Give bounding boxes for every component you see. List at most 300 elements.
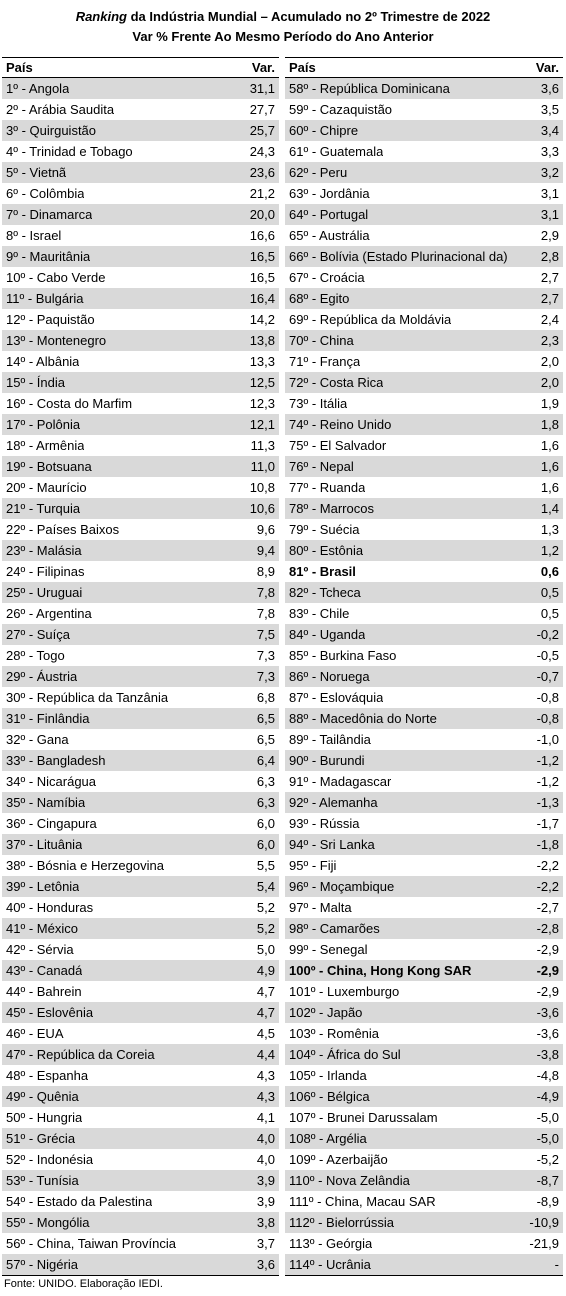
country-name: 13º - Montenegro bbox=[6, 333, 107, 348]
table-row bbox=[2, 477, 279, 498]
table-row bbox=[285, 204, 563, 225]
country-name: 97º - Malta bbox=[289, 900, 352, 915]
country-name: 95º - Fiji bbox=[289, 858, 337, 873]
table-row bbox=[2, 771, 279, 792]
country-name: 11º - Bulgária bbox=[6, 291, 84, 306]
table-row bbox=[2, 687, 279, 708]
variation-value: -8,7 bbox=[536, 1173, 559, 1188]
table-row bbox=[2, 1086, 279, 1107]
variation-value: 3,9 bbox=[256, 1194, 275, 1209]
variation-value: -0,8 bbox=[536, 711, 559, 726]
country-name: 27º - Suíça bbox=[6, 627, 71, 642]
country-name: 71º - França bbox=[289, 354, 361, 369]
table-row bbox=[285, 1212, 563, 1233]
table-row bbox=[285, 477, 563, 498]
country-name: 107º - Brunei Darussalam bbox=[289, 1110, 438, 1125]
table-row bbox=[285, 1107, 563, 1128]
table-row bbox=[285, 393, 563, 414]
country-name: 94º - Sri Lanka bbox=[289, 837, 375, 852]
table-header bbox=[2, 58, 279, 78]
variation-value: -5,0 bbox=[536, 1110, 559, 1125]
table-row bbox=[2, 750, 279, 771]
variation-value: 4,0 bbox=[256, 1131, 275, 1146]
country-name: 93º - Rússia bbox=[289, 816, 360, 831]
table-row bbox=[285, 729, 563, 750]
country-name: 42º - Sérvia bbox=[6, 942, 74, 957]
variation-value: 13,8 bbox=[249, 333, 275, 348]
variation-value: 2,7 bbox=[540, 270, 559, 285]
country-name: 99º - Senegal bbox=[289, 942, 368, 957]
table-row bbox=[285, 960, 563, 981]
table-row bbox=[285, 792, 563, 813]
table-row bbox=[285, 1023, 563, 1044]
variation-value: 3,8 bbox=[256, 1215, 275, 1230]
country-name: 16º - Costa do Marfim bbox=[6, 396, 133, 411]
table-row bbox=[285, 99, 563, 120]
title-prefix: Ranking bbox=[75, 9, 127, 24]
table-row bbox=[285, 456, 563, 477]
country-name: 96º - Moçambique bbox=[289, 879, 395, 894]
variation-value: 24,3 bbox=[249, 144, 275, 159]
table-row bbox=[2, 414, 279, 435]
table-row bbox=[285, 330, 563, 351]
variation-value: -2,9 bbox=[536, 984, 559, 999]
variation-value: 3,2 bbox=[540, 165, 559, 180]
country-name: 55º - Mongólia bbox=[6, 1215, 90, 1230]
variation-value: -4,8 bbox=[536, 1068, 559, 1083]
variation-value: 5,2 bbox=[256, 900, 275, 915]
variation-value: 31,1 bbox=[249, 81, 275, 96]
country-name: 85º - Burkina Faso bbox=[289, 648, 397, 663]
country-name: 23º - Malásia bbox=[6, 543, 82, 558]
variation-value: 7,5 bbox=[256, 627, 275, 642]
table-row bbox=[2, 1170, 279, 1191]
country-name: 54º - Estado da Palestina bbox=[6, 1194, 153, 1209]
variation-value: -0,5 bbox=[536, 648, 559, 663]
variation-value: 16,4 bbox=[249, 291, 275, 306]
variation-value: 12,1 bbox=[249, 417, 275, 432]
table-row bbox=[2, 792, 279, 813]
country-name: 39º - Letônia bbox=[6, 879, 80, 894]
country-name: 9º - Mauritânia bbox=[6, 249, 91, 264]
variation-value: 2,0 bbox=[540, 375, 559, 390]
variation-value: 11,3 bbox=[250, 438, 275, 453]
header-country: País bbox=[289, 60, 316, 75]
variation-value: 25,7 bbox=[249, 123, 275, 138]
country-name: 40º - Honduras bbox=[6, 900, 94, 915]
table-row bbox=[2, 351, 279, 372]
table-row bbox=[285, 288, 563, 309]
variation-value: 1,8 bbox=[540, 417, 559, 432]
variation-value: -2,2 bbox=[536, 879, 559, 894]
table-row bbox=[2, 162, 279, 183]
table-row bbox=[285, 1044, 563, 1065]
country-name: 25º - Uruguai bbox=[6, 585, 83, 600]
table-row bbox=[285, 435, 563, 456]
country-name: 17º - Polônia bbox=[6, 417, 81, 432]
table-row bbox=[285, 939, 563, 960]
variation-value: 0,5 bbox=[540, 585, 559, 600]
variation-value: 3,6 bbox=[256, 1257, 275, 1272]
table-row bbox=[2, 1128, 279, 1149]
country-name: 32º - Gana bbox=[6, 732, 69, 747]
country-name: 36º - Cingapura bbox=[6, 816, 97, 831]
table-row bbox=[2, 813, 279, 834]
table-rows bbox=[285, 78, 563, 1275]
table-row bbox=[285, 981, 563, 1002]
table-row bbox=[2, 141, 279, 162]
country-name: 92º - Alemanha bbox=[289, 795, 378, 810]
country-name: 18º - Armênia bbox=[6, 438, 85, 453]
variation-value: -21,9 bbox=[529, 1236, 559, 1251]
country-name: 59º - Cazaquistão bbox=[289, 102, 393, 117]
table-row bbox=[2, 1002, 279, 1023]
header-country: País bbox=[6, 60, 33, 75]
country-name: 10º - Cabo Verde bbox=[6, 270, 106, 285]
table-row bbox=[2, 1044, 279, 1065]
variation-value: 3,9 bbox=[256, 1173, 275, 1188]
variation-value: -1,3 bbox=[536, 795, 559, 810]
country-name: 79º - Suécia bbox=[289, 522, 360, 537]
country-name: 20º - Maurício bbox=[6, 480, 87, 495]
country-name: 4º - Trinidad e Tobago bbox=[6, 144, 133, 159]
variation-value: 5,2 bbox=[256, 921, 275, 936]
country-name: 45º - Eslovênia bbox=[6, 1005, 94, 1020]
variation-value: 1,6 bbox=[540, 480, 559, 495]
header-value: Var. bbox=[251, 60, 275, 75]
variation-value: 4,3 bbox=[256, 1089, 275, 1104]
table-row bbox=[2, 393, 279, 414]
ranking-table-left bbox=[2, 57, 279, 1276]
table-row bbox=[285, 162, 563, 183]
variation-value: 2,9 bbox=[540, 228, 559, 243]
variation-value: 0,5 bbox=[540, 606, 559, 621]
variation-value: -2,2 bbox=[536, 858, 559, 873]
variation-value: 4,3 bbox=[256, 1068, 275, 1083]
country-name: 44º - Bahrein bbox=[6, 984, 82, 999]
variation-value: 3,1 bbox=[540, 207, 559, 222]
variation-value: -1,7 bbox=[536, 816, 559, 831]
table-row bbox=[285, 246, 563, 267]
country-name: 65º - Austrália bbox=[289, 228, 370, 243]
table-row bbox=[285, 1170, 563, 1191]
variation-value: 5,5 bbox=[256, 858, 275, 873]
country-name: 82º - Tcheca bbox=[289, 585, 361, 600]
variation-value: -1,0 bbox=[536, 732, 559, 747]
country-name: 31º - Finlândia bbox=[6, 711, 90, 726]
variation-value: 3,7 bbox=[256, 1236, 275, 1251]
table-row bbox=[285, 645, 563, 666]
country-name: 49º - Quênia bbox=[6, 1089, 79, 1104]
table-row bbox=[285, 1128, 563, 1149]
table-row bbox=[285, 267, 563, 288]
country-name: 89º - Tailândia bbox=[289, 732, 371, 747]
country-name: 100º - China, Hong Kong SAR bbox=[289, 963, 472, 978]
variation-value: 6,5 bbox=[256, 711, 275, 726]
variation-value: 7,3 bbox=[256, 648, 275, 663]
table-row bbox=[2, 582, 279, 603]
table-row bbox=[285, 78, 563, 99]
country-name: 46º - EUA bbox=[6, 1026, 64, 1041]
country-name: 12º - Paquistão bbox=[6, 312, 95, 327]
variation-value: 4,0 bbox=[256, 1152, 275, 1167]
page-title bbox=[0, 7, 566, 27]
variation-value: 3,4 bbox=[540, 123, 559, 138]
variation-value: 12,3 bbox=[249, 396, 275, 411]
country-name: 98º - Camarões bbox=[289, 921, 380, 936]
variation-value: - bbox=[554, 1257, 559, 1272]
table-row bbox=[2, 960, 279, 981]
table-row bbox=[285, 414, 563, 435]
variation-value: 9,4 bbox=[256, 543, 275, 558]
country-name: 50º - Hungria bbox=[6, 1110, 83, 1125]
ranking-table-right bbox=[285, 57, 563, 1276]
table-row bbox=[2, 498, 279, 519]
table-row bbox=[2, 1107, 279, 1128]
variation-value: 7,3 bbox=[256, 669, 275, 684]
header-value: Var. bbox=[535, 60, 559, 75]
table-row bbox=[285, 603, 563, 624]
variation-value: 0,6 bbox=[540, 564, 559, 579]
table-row bbox=[285, 498, 563, 519]
country-name: 72º - Costa Rica bbox=[289, 375, 384, 390]
table-row bbox=[2, 120, 279, 141]
table-row bbox=[285, 540, 563, 561]
country-name: 105º - Irlanda bbox=[289, 1068, 367, 1083]
variation-value: 2,4 bbox=[540, 312, 559, 327]
source-note: Fonte: UNIDO. Elaboração IEDI. bbox=[4, 1278, 163, 1290]
variation-value: 6,3 bbox=[256, 774, 275, 789]
country-name: 81º - Brasil bbox=[289, 564, 356, 579]
variation-value: 6,4 bbox=[256, 753, 275, 768]
variation-value: 4,4 bbox=[256, 1047, 275, 1062]
table-row bbox=[285, 183, 563, 204]
table-rows bbox=[2, 78, 279, 1275]
variation-value: -0,2 bbox=[536, 627, 559, 642]
country-name: 75º - El Salvador bbox=[289, 438, 387, 453]
country-name: 108º - Argélia bbox=[289, 1131, 367, 1146]
page-subtitle: Var % Frente Ao Mesmo Período do Ano Anterior bbox=[132, 29, 434, 44]
variation-value: 10,8 bbox=[249, 480, 275, 495]
variation-value: 4,5 bbox=[256, 1026, 275, 1041]
table-row bbox=[2, 834, 279, 855]
variation-value: 5,4 bbox=[256, 879, 275, 894]
variation-value: -10,9 bbox=[529, 1215, 559, 1230]
table-row bbox=[285, 771, 563, 792]
table-row bbox=[285, 519, 563, 540]
country-name: 38º - Bósnia e Herzegovina bbox=[6, 858, 164, 873]
country-name: 56º - China, Taiwan Província bbox=[6, 1236, 176, 1251]
country-name: 80º - Estônia bbox=[289, 543, 364, 558]
variation-value: 3,6 bbox=[540, 81, 559, 96]
table-row bbox=[285, 225, 563, 246]
country-name: 1º - Angola bbox=[6, 81, 70, 96]
variation-value: -1,8 bbox=[536, 837, 559, 852]
country-name: 14º - Albânia bbox=[6, 354, 80, 369]
country-name: 104º - África do Sul bbox=[289, 1047, 401, 1062]
table-row bbox=[285, 372, 563, 393]
variation-value: -3,6 bbox=[536, 1005, 559, 1020]
country-name: 61º - Guatemala bbox=[289, 144, 384, 159]
country-name: 110º - Nova Zelândia bbox=[289, 1173, 410, 1188]
variation-value: -0,7 bbox=[536, 669, 559, 684]
country-name: 64º - Portugal bbox=[289, 207, 369, 222]
country-name: 6º - Colômbia bbox=[6, 186, 85, 201]
variation-value: -2,7 bbox=[536, 900, 559, 915]
country-name: 83º - Chile bbox=[289, 606, 350, 621]
variation-value: 10,6 bbox=[249, 501, 275, 516]
variation-value: -2,8 bbox=[536, 921, 559, 936]
country-name: 22º - Países Baixos bbox=[6, 522, 120, 537]
country-name: 33º - Bangladesh bbox=[6, 753, 106, 768]
variation-value: 4,9 bbox=[256, 963, 275, 978]
country-name: 8º - Israel bbox=[6, 228, 62, 243]
country-name: 109º - Azerbaijão bbox=[289, 1152, 388, 1167]
table-row bbox=[285, 1065, 563, 1086]
country-name: 101º - Luxemburgo bbox=[289, 984, 400, 999]
table-row bbox=[285, 351, 563, 372]
table-row bbox=[285, 1233, 563, 1254]
country-name: 47º - República da Coreia bbox=[6, 1047, 155, 1062]
variation-value: 5,0 bbox=[256, 942, 275, 957]
table-row bbox=[285, 141, 563, 162]
country-name: 106º - Bélgica bbox=[289, 1089, 370, 1104]
table-row bbox=[285, 309, 563, 330]
variation-value: -4,9 bbox=[536, 1089, 559, 1104]
table-row bbox=[2, 855, 279, 876]
variation-value: 1,4 bbox=[540, 501, 559, 516]
variation-value: 20,0 bbox=[249, 207, 275, 222]
country-name: 43º - Canadá bbox=[6, 963, 83, 978]
table-row bbox=[2, 309, 279, 330]
table-row bbox=[285, 1191, 563, 1212]
country-name: 37º - Lituânia bbox=[6, 837, 83, 852]
country-name: 2º - Arábia Saudita bbox=[6, 102, 115, 117]
country-name: 24º - Filipinas bbox=[6, 564, 85, 579]
table-header bbox=[285, 58, 563, 78]
variation-value: 7,8 bbox=[256, 585, 275, 600]
variation-value: 23,6 bbox=[249, 165, 275, 180]
country-name: 15º - Índia bbox=[6, 375, 65, 390]
table-row bbox=[2, 372, 279, 393]
variation-value: 4,7 bbox=[256, 1005, 275, 1020]
variation-value: 16,5 bbox=[249, 249, 275, 264]
country-name: 90º - Burundi bbox=[289, 753, 365, 768]
variation-value: -0,8 bbox=[536, 690, 559, 705]
variation-value: 11,0 bbox=[250, 459, 275, 474]
variation-value: 6,0 bbox=[256, 816, 275, 831]
country-name: 35º - Namíbia bbox=[6, 795, 86, 810]
table-row bbox=[285, 687, 563, 708]
country-name: 34º - Nicarágua bbox=[6, 774, 97, 789]
table-row bbox=[2, 561, 279, 582]
country-name: 76º - Nepal bbox=[289, 459, 354, 474]
variation-value: 2,3 bbox=[540, 333, 559, 348]
country-name: 66º - Bolívia (Estado Plurinacional da) bbox=[289, 249, 508, 264]
variation-value: 2,8 bbox=[540, 249, 559, 264]
country-name: 19º - Botsuana bbox=[6, 459, 92, 474]
table-row bbox=[285, 666, 563, 687]
variation-value: -1,2 bbox=[536, 774, 559, 789]
table-row bbox=[2, 876, 279, 897]
variation-value: 1,3 bbox=[540, 522, 559, 537]
table-row bbox=[2, 939, 279, 960]
country-name: 111º - China, Macau SAR bbox=[289, 1194, 436, 1209]
table-row bbox=[2, 981, 279, 1002]
variation-value: -8,9 bbox=[536, 1194, 559, 1209]
country-name: 41º - México bbox=[6, 921, 78, 936]
variation-value: 2,7 bbox=[540, 291, 559, 306]
variation-value: 1,2 bbox=[540, 543, 559, 558]
country-name: 58º - República Dominicana bbox=[289, 81, 450, 96]
table-row bbox=[2, 204, 279, 225]
variation-value: 13,3 bbox=[249, 354, 275, 369]
variation-value: 9,6 bbox=[256, 522, 275, 537]
country-name: 5º - Vietnã bbox=[6, 165, 67, 180]
table-row bbox=[2, 183, 279, 204]
country-name: 77º - Ruanda bbox=[289, 480, 366, 495]
variation-value: 4,7 bbox=[256, 984, 275, 999]
variation-value: 7,8 bbox=[256, 606, 275, 621]
table-row bbox=[2, 666, 279, 687]
country-name: 114º - Ucrânia bbox=[289, 1257, 371, 1272]
table-row bbox=[2, 267, 279, 288]
table-row bbox=[2, 540, 279, 561]
table-row bbox=[2, 435, 279, 456]
table-row bbox=[2, 519, 279, 540]
table-row bbox=[285, 1254, 563, 1275]
table-row bbox=[2, 708, 279, 729]
table-row bbox=[2, 1233, 279, 1254]
table-row bbox=[285, 708, 563, 729]
variation-value: 14,2 bbox=[249, 312, 275, 327]
variation-value: 27,7 bbox=[249, 102, 275, 117]
variation-value: -2,9 bbox=[536, 963, 559, 978]
country-name: 91º - Madagascar bbox=[289, 774, 392, 789]
table-row bbox=[2, 918, 279, 939]
table-row bbox=[285, 624, 563, 645]
table-row bbox=[2, 246, 279, 267]
table-row bbox=[2, 456, 279, 477]
table-row bbox=[285, 120, 563, 141]
variation-value: 1,6 bbox=[540, 438, 559, 453]
variation-value: 6,0 bbox=[256, 837, 275, 852]
variation-value: 8,9 bbox=[256, 564, 275, 579]
table-row bbox=[285, 897, 563, 918]
variation-value: 16,6 bbox=[249, 228, 275, 243]
variation-value: -3,6 bbox=[536, 1026, 559, 1041]
table-row bbox=[2, 288, 279, 309]
table-row bbox=[2, 1191, 279, 1212]
country-name: 84º - Uganda bbox=[289, 627, 366, 642]
country-name: 86º - Noruega bbox=[289, 669, 370, 684]
country-name: 48º - Espanha bbox=[6, 1068, 89, 1083]
variation-value: 21,2 bbox=[249, 186, 275, 201]
variation-value: 1,9 bbox=[540, 396, 559, 411]
table-row bbox=[2, 729, 279, 750]
variation-value: -5,2 bbox=[536, 1152, 559, 1167]
variation-value: 3,1 bbox=[540, 186, 559, 201]
country-name: 28º - Togo bbox=[6, 648, 65, 663]
table-row bbox=[2, 1254, 279, 1275]
country-name: 68º - Egito bbox=[289, 291, 350, 306]
table-row bbox=[285, 582, 563, 603]
table-row bbox=[285, 918, 563, 939]
variation-value: 4,1 bbox=[256, 1110, 275, 1125]
table-row bbox=[285, 813, 563, 834]
table-row bbox=[285, 834, 563, 855]
country-name: 53º - Tunísia bbox=[6, 1173, 79, 1188]
